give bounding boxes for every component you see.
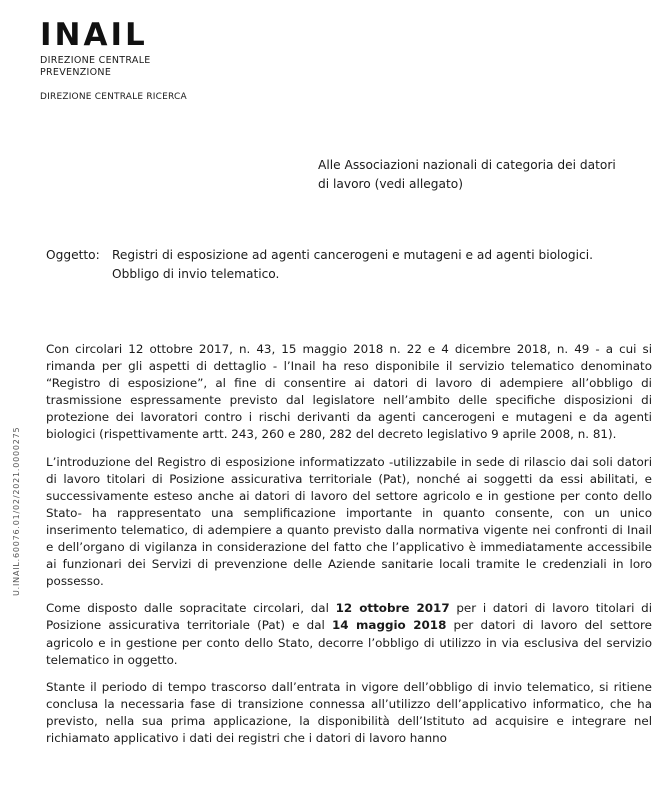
paragraph-4: Stante il periodo di tempo trascorso dall’entrata in vigore dell’obbligo di invio telematico, si ritiene conclusa la necessaria fase di transizione connessa all’utilizzo dell’applicativo informatico, che ha previsto, nella sua prima applicazione, la disponibilità dell’Istituto ad acquisire e integrare nel richiamato applicativo i dati dei registri che i datori di lavoro hanno <box>46 679 652 745</box>
subject-text <box>112 246 646 284</box>
paragraph-1: Con circolari 12 ottobre 2017, n. 43, 15 maggio 2018 n. 22 e 4 dicembre 2018, n. 49 - a cui si rimanda per gli aspetti di dettaglio - l’Inail ha reso disponibile il servizio telematico denominato “Registro di esposizione”, al fine di consentire ai datori di lavoro di adempiere all’obbligo di trasmissione espressamente previsto dal legislatore nell’ambito delle specifiche disposizioni di protezione dei lavoratori contro i rischi derivanti da agenti cancerogeni e mutageni e da agenti biologici (rispettivamente artt. 243, 260 e 280, 282 del decreto legislativo 9 aprile 2008, n. 81). <box>46 342 652 442</box>
inail-logo: INAIL <box>40 17 148 53</box>
recipient-block <box>318 156 648 194</box>
recipient-line-2: di lavoro (vedi allegato) <box>318 177 463 191</box>
org-subdivision: DIREZIONE CENTRALE RICERCA <box>40 92 187 102</box>
subject-line-1: Registri di esposizione ad agenti cancerogeni e mutageni e ad agenti biologici. <box>112 248 593 262</box>
subject-line-2: Obbligo di invio telematico. <box>112 267 280 281</box>
p3-text-b: per i datori di lavoro titolari di Posizione assicurativa territoriale (Pat) e dal <box>46 601 652 633</box>
paragraph-3 <box>46 600 652 668</box>
date-2017: 12 ottobre 2017 <box>335 601 450 616</box>
p3-text-a: Come disposto dalle sopracitate circolari, dal <box>46 601 336 616</box>
subject-label: Oggetto: <box>46 248 100 262</box>
recipient-line-1: Alle Associazioni nazionali di categoria dei datori <box>318 158 616 172</box>
paragraph-2: L’introduzione del Registro di esposizione informatizzato -utilizzabile in sede di rilascio dai soli datori di lavoro titolari di Posizione assicurativa territoriale (Pat), nonché ai soggetti da essi abilitati, e successivamente esteso anche ai datori di lavoro del settore agricolo e in gestione per conto dello Stato- ha rappresentato una semplificazione importante in quanto consente, con un unico inserimento telematico, di adempiere a quanto previsto dalla normativa vigente nei confronti di Inail e dell’organo di vigilanza in considerazione del fatto che l’applicativo è immediatamente accessibile ai funzionari dei Servizi di prevenzione delle Aziende sanitarie locali tramite le credenziali in loro possesso. <box>46 454 652 589</box>
org-line-1: DIREZIONE CENTRALE <box>40 55 151 66</box>
org-name <box>40 55 151 79</box>
org-line-2: PREVENZIONE <box>40 67 112 78</box>
date-2018: 14 maggio 2018 <box>331 618 447 633</box>
letter-body <box>46 341 652 757</box>
protocol-code: U.INAIL.60076.01/02/2021.0000275 <box>12 426 21 596</box>
p3-text-c: per datori di lavoro del settore agricolo e in gestione per conto dello Stato, decorre l’obbligo di utilizzo in via esclusiva del servizio telematico in oggetto. <box>46 618 652 667</box>
